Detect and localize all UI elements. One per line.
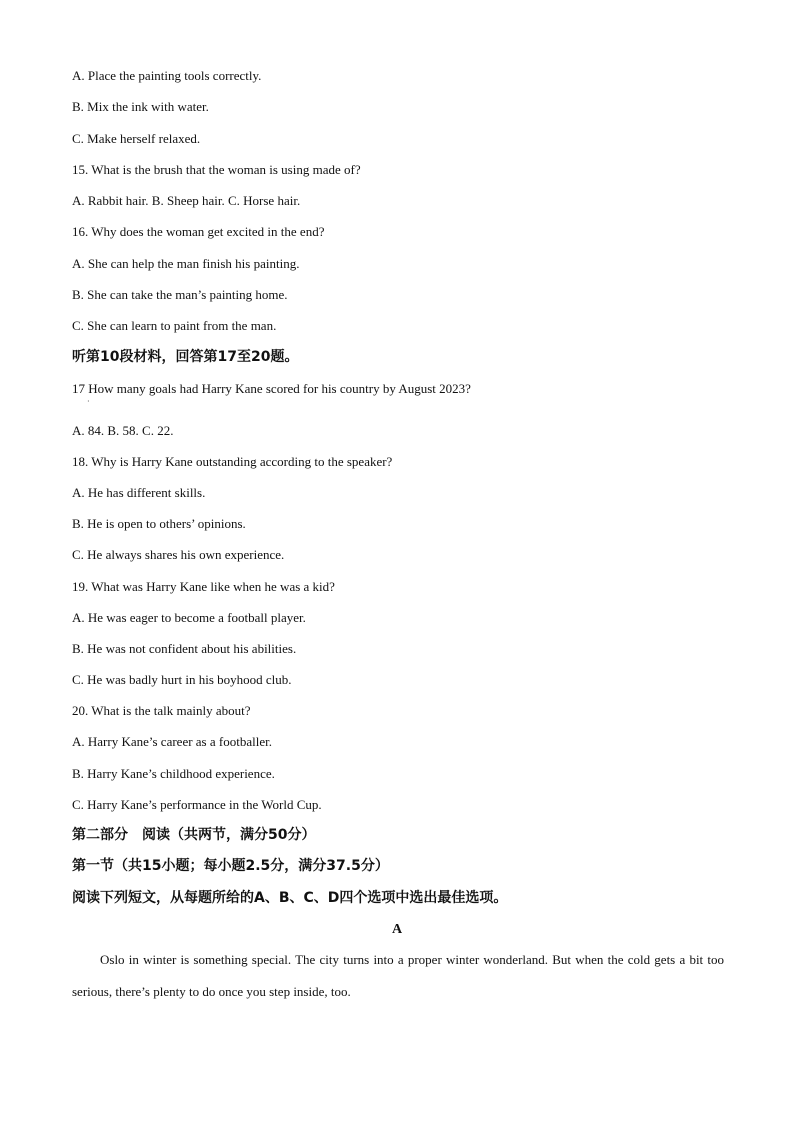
- option-19c: C. He was badly hurt in his boyhood club.: [72, 672, 292, 687]
- part-two-heading: 第二部分 阅读（共两节，满分50分）: [72, 827, 316, 843]
- option-16a: A. She can help the man finish his painting.: [72, 256, 300, 271]
- question-20: 20. What is the talk mainly about?: [72, 703, 251, 718]
- passage-title: A: [391, 922, 403, 937]
- option-14b: B. Mix the ink with water.: [72, 99, 209, 114]
- options-15: A. Rabbit hair. B. Sheep hair. C. Horse hair.: [72, 193, 301, 208]
- option-14c: C. Make herself relaxed.: [72, 131, 201, 146]
- question-17: 17 How many goals had Harry Kane scored for his country by August 2023?: [72, 381, 471, 396]
- option-18a: A. He has different skills.: [72, 485, 206, 500]
- question-18: 18. Why is Harry Kane outstanding according to the speaker?: [72, 454, 393, 469]
- options-17: A. 84. B. 58. C. 22.: [72, 423, 174, 438]
- passage-paragraph: Oslo in winter is something special. The city turns into a proper winter wonderland. But when the cold gets a bit too serious, there’s plenty to do once you step inside, too.: [72, 952, 724, 999]
- option-16c: C. She can learn to paint from the man.: [72, 318, 277, 333]
- option-19a: A. He was eager to become a football player.: [72, 610, 306, 625]
- option-20c: C. Harry Kane’s performance in the World Cup.: [72, 797, 322, 812]
- section-instruction-10: 听第10段材料，回答第17至20题。: [72, 349, 299, 365]
- question-15: 15. What is the brush that the woman is using made of?: [72, 162, 361, 177]
- option-20b: B. Harry Kane’s childhood experience.: [72, 766, 275, 781]
- option-14a: A. Place the painting tools correctly.: [72, 68, 262, 83]
- option-19b: B. He was not confident about his abilities.: [72, 641, 297, 656]
- section-one-heading: 第一节（共15小题；每小题2.5分，满分37.5分）: [72, 858, 389, 874]
- option-16b: B. She can take the man’s painting home.: [72, 287, 288, 302]
- stray-mark: ·: [87, 397, 90, 406]
- question-19: 19. What was Harry Kane like when he was a kid?: [72, 579, 335, 594]
- option-18b: B. He is open to others’ opinions.: [72, 516, 246, 531]
- option-20a: A. Harry Kane’s career as a footballer.: [72, 734, 272, 749]
- reading-instruction: 阅读下列短文，从每题所给的A、B、C、D四个选项中选出最佳选项。: [72, 890, 508, 906]
- question-16: 16. Why does the woman get excited in the end?: [72, 224, 325, 239]
- option-18c: C. He always shares his own experience.: [72, 547, 285, 562]
